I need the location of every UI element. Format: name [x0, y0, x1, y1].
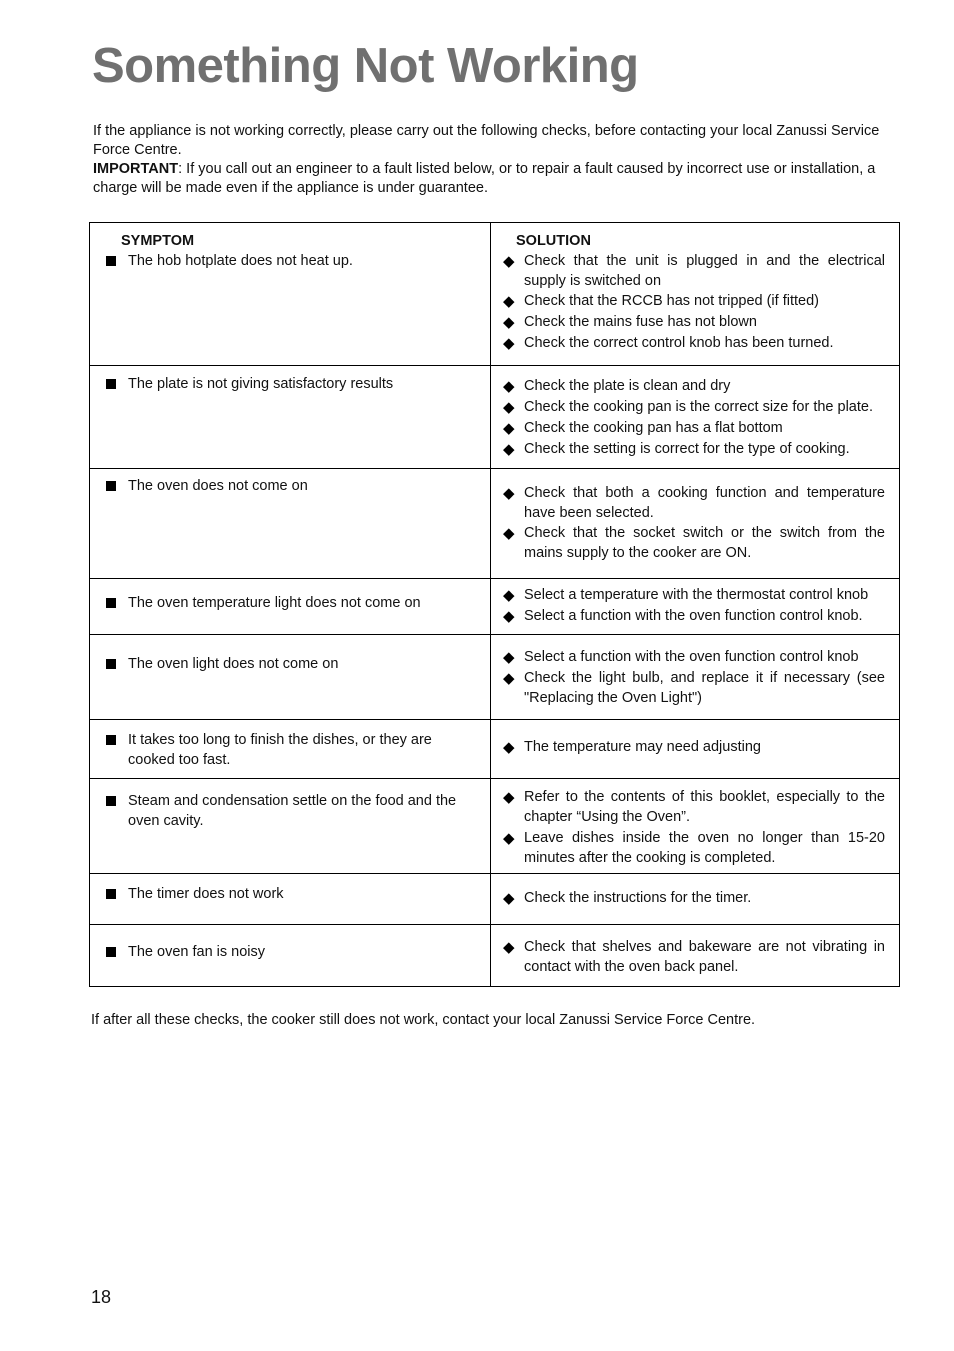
solution-item: ◆ Check that the unit is plugged in and the electrical supply is switched on	[503, 253, 885, 289]
diamond-bullet-icon: ◆	[503, 525, 515, 542]
table-row	[90, 925, 900, 987]
intro-text	[93, 122, 908, 198]
solution-item: ◆ Check that both a cooking function and temperature have been selected.	[503, 485, 885, 521]
symptom-item: The oven temperature light does not come on	[90, 593, 490, 613]
diamond-bullet-icon: ◆	[503, 649, 515, 666]
solution-item: ◆ Check that the socket switch or the switch from the mains supply to the cooker are ON.	[503, 525, 885, 561]
solution-item: ◆ Check the cooking pan has a flat bottom	[503, 420, 783, 437]
symptom-header: SYMPTOM	[121, 233, 195, 249]
square-bullet-icon	[106, 256, 116, 266]
symptom-cell	[90, 635, 491, 720]
solution-cell	[491, 925, 900, 987]
diamond-bullet-icon: ◆	[503, 939, 515, 956]
symptom-cell	[90, 366, 491, 469]
symptom-item: The oven fan is noisy	[90, 942, 490, 962]
symptom-cell	[90, 779, 491, 874]
diamond-bullet-icon: ◆	[503, 789, 515, 806]
diamond-bullet-icon: ◆	[503, 739, 515, 756]
solution-item: ◆ Refer to the contents of this booklet, especially to the chapter “Using the Oven”.	[503, 789, 885, 825]
solution-item: ◆ Check the setting is correct for the type of cooking.	[503, 441, 850, 458]
solution-item: ◆ The temperature may need adjusting	[503, 739, 761, 756]
diamond-bullet-icon: ◆	[503, 587, 515, 604]
symptom-item: Steam and condensation settle on the food and the oven cavity.	[90, 791, 490, 831]
symptom-cell	[90, 579, 491, 635]
solution-cell	[491, 635, 900, 720]
solution-item: ◆ Check the instructions for the timer.	[503, 890, 752, 907]
footer-note: If after all these checks, the cooker still does not work, contact your local Zanussi Service Force Centre.	[91, 1012, 756, 1028]
diamond-bullet-icon: ◆	[503, 253, 515, 270]
diamond-bullet-icon: ◆	[503, 890, 515, 907]
solution-cell	[491, 779, 900, 874]
solution-cell	[491, 469, 900, 579]
solution-cell	[491, 720, 900, 779]
symptom-item: It takes too long to finish the dishes, or they are cooked too fast.	[90, 730, 490, 770]
symptom-cell	[90, 925, 491, 987]
symptom-item: The plate is not giving satisfactory results	[90, 374, 490, 394]
solution-cell	[491, 874, 900, 925]
diamond-bullet-icon: ◆	[503, 293, 515, 310]
square-bullet-icon	[106, 379, 116, 389]
page-title: Something Not Working	[92, 39, 639, 93]
square-bullet-icon	[106, 889, 116, 899]
table-row	[90, 469, 900, 579]
diamond-bullet-icon: ◆	[503, 608, 515, 625]
diamond-bullet-icon: ◆	[503, 830, 515, 847]
diamond-bullet-icon: ◆	[503, 441, 515, 458]
important-label: IMPORTANT	[93, 161, 179, 177]
solution-item: ◆ Check the cooking pan is the correct size for the plate.	[503, 399, 873, 416]
square-bullet-icon	[106, 735, 116, 745]
diamond-bullet-icon: ◆	[503, 314, 515, 331]
table-row	[90, 779, 900, 874]
solution-item: ◆ Check the mains fuse has not blown	[503, 314, 757, 331]
symptom-item: The oven light does not come on	[90, 654, 490, 674]
intro-paragraph: If the appliance is not working correctly, please carry out the following checks, before contacting your local Zanussi Service Force Centre.	[93, 123, 880, 158]
diamond-bullet-icon: ◆	[503, 335, 515, 352]
page-number: 18	[91, 1287, 112, 1307]
solution-item: ◆ Select a temperature with the thermostat control knob	[503, 587, 869, 604]
troubleshooting-table	[89, 222, 900, 987]
solution-item: ◆ Select a function with the oven function control knob.	[503, 608, 863, 625]
symptom-item: The hob hotplate does not heat up.	[90, 251, 490, 271]
table-row	[90, 635, 900, 720]
solution-cell	[491, 223, 900, 366]
symptom-item: The oven does not come on	[90, 476, 490, 496]
solution-cell	[491, 579, 900, 635]
diamond-bullet-icon: ◆	[503, 485, 515, 502]
solution-item: ◆ Leave dishes inside the oven no longer than 15-20 minutes after the cooking is completed.	[503, 830, 885, 866]
symptom-cell	[90, 223, 491, 366]
symptom-item: The timer does not work	[90, 884, 490, 904]
solution-item: ◆ Check that the RCCB has not tripped (if fitted)	[503, 293, 819, 310]
symptom-cell	[90, 720, 491, 779]
symptom-cell	[90, 874, 491, 925]
diamond-bullet-icon: ◆	[503, 399, 515, 416]
square-bullet-icon	[106, 796, 116, 806]
symptom-cell	[90, 469, 491, 579]
diamond-bullet-icon: ◆	[503, 670, 515, 687]
table-row	[90, 366, 900, 469]
table-row	[90, 720, 900, 779]
solution-item: ◆ Check that shelves and bakeware are not vibrating in contact with the oven back panel.	[503, 939, 885, 975]
diamond-bullet-icon: ◆	[503, 378, 515, 395]
diamond-bullet-icon: ◆	[503, 420, 515, 437]
solution-item: ◆ Check the correct control knob has been turned.	[503, 335, 834, 352]
square-bullet-icon	[106, 481, 116, 491]
solution-item: ◆ Check the light bulb, and replace it if necessary (see "Replacing the Oven Light")	[503, 670, 885, 706]
solution-cell	[491, 366, 900, 469]
square-bullet-icon	[106, 598, 116, 608]
solution-header: SOLUTION	[516, 233, 591, 249]
table-row	[90, 223, 900, 366]
table-row	[90, 874, 900, 925]
solution-item: ◆ Select a function with the oven function control knob	[503, 649, 859, 666]
square-bullet-icon	[106, 659, 116, 669]
solution-item: ◆ Check the plate is clean and dry	[503, 378, 731, 395]
square-bullet-icon	[106, 947, 116, 957]
important-text: : If you call out an engineer to a fault listed below, or to repair a fault caused by incorrect use or installation, a charge will be made even if the appliance is under guarantee.	[93, 161, 876, 196]
important-notice	[93, 160, 908, 198]
table-row	[90, 579, 900, 635]
